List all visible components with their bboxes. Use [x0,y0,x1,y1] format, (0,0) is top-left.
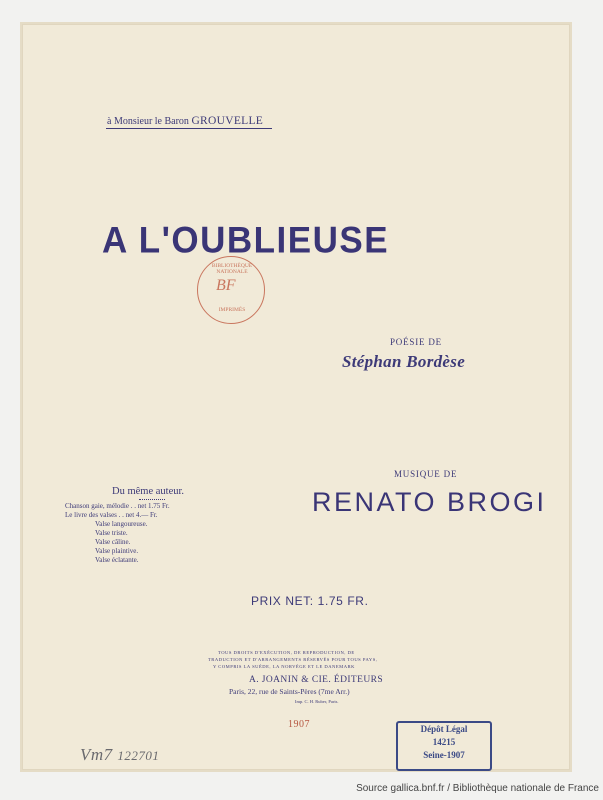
rights-line: TRADUCTION ET D'ARRANGEMENTS RÉSERVÉS POUR TOUS PAYS, [208,657,378,662]
work-item: Le livre des valses . . net 4.— Fr. [65,511,158,519]
bnf-stamp [197,256,265,324]
page-title: A L'OUBLIEUSE [102,220,390,261]
music-label: MUSIQUE DE [394,469,458,479]
shelfmark-number: 122701 [117,748,160,763]
bnf-stamp-top-text: BIBLIOTHÈQUE NATIONALE [211,263,253,275]
composer-name: RENATO BROGI [312,487,547,517]
publisher: A. JOANIN & CIE. ÉDITEURS [249,675,384,685]
work-item: Valse câline. [95,538,131,546]
depot-stamp-line: Seine-1907 [423,750,465,760]
score-cover [22,24,570,770]
bnf-stamp-bottom-text: IMPRIMÉS [218,307,246,313]
work-item: Valse langoureuse. [95,520,148,528]
shelfmark-cote: Vm7 [80,745,113,764]
dedication [107,115,263,127]
dedication-name: GROUVELLE [191,115,264,127]
work-item: Valse éclatante. [95,556,139,564]
poem-label: POÉSIE DE [390,337,442,347]
price: PRIX NET: 1.75 FR. [251,594,369,608]
year-stamp: 1907 [288,719,310,730]
printer: Imp. C. H. Ruber, Paris. [295,699,339,704]
poet-name: Stéphan Bordèse [342,352,466,371]
publisher-address: Paris, 22, rue de Saints-Pères (7me Arr.) [229,687,350,696]
rights-line: Y COMPRIS LA SUÈDE, LA NORVÈGE ET LE DANEMARK [213,664,355,669]
dedication-underline [106,128,272,129]
work-item: Valse triste. [95,529,128,537]
source-credit[interactable]: Source gallica.bnf.fr / Bibliothèque nationale de France [356,783,599,794]
works-divider [139,499,165,500]
dedication-prefix: à Monsieur le Baron [107,116,189,127]
depot-legal-stamp [396,721,492,771]
handwritten-shelfmark [80,745,159,765]
work-item: Valse plaintive. [95,547,139,555]
work-item: Chanson gaie, mélodie . . net 1.75 Fr. [65,502,170,510]
bnf-stamp-center: BF [216,277,236,294]
depot-stamp-line: Dépôt Légal [420,724,468,734]
works-heading: Du même auteur. [112,486,185,497]
rights-line: TOUS DROITS D'EXÉCUTION, DE REPRODUCTION, DE [218,650,355,655]
depot-stamp-line: 14215 [432,737,456,747]
